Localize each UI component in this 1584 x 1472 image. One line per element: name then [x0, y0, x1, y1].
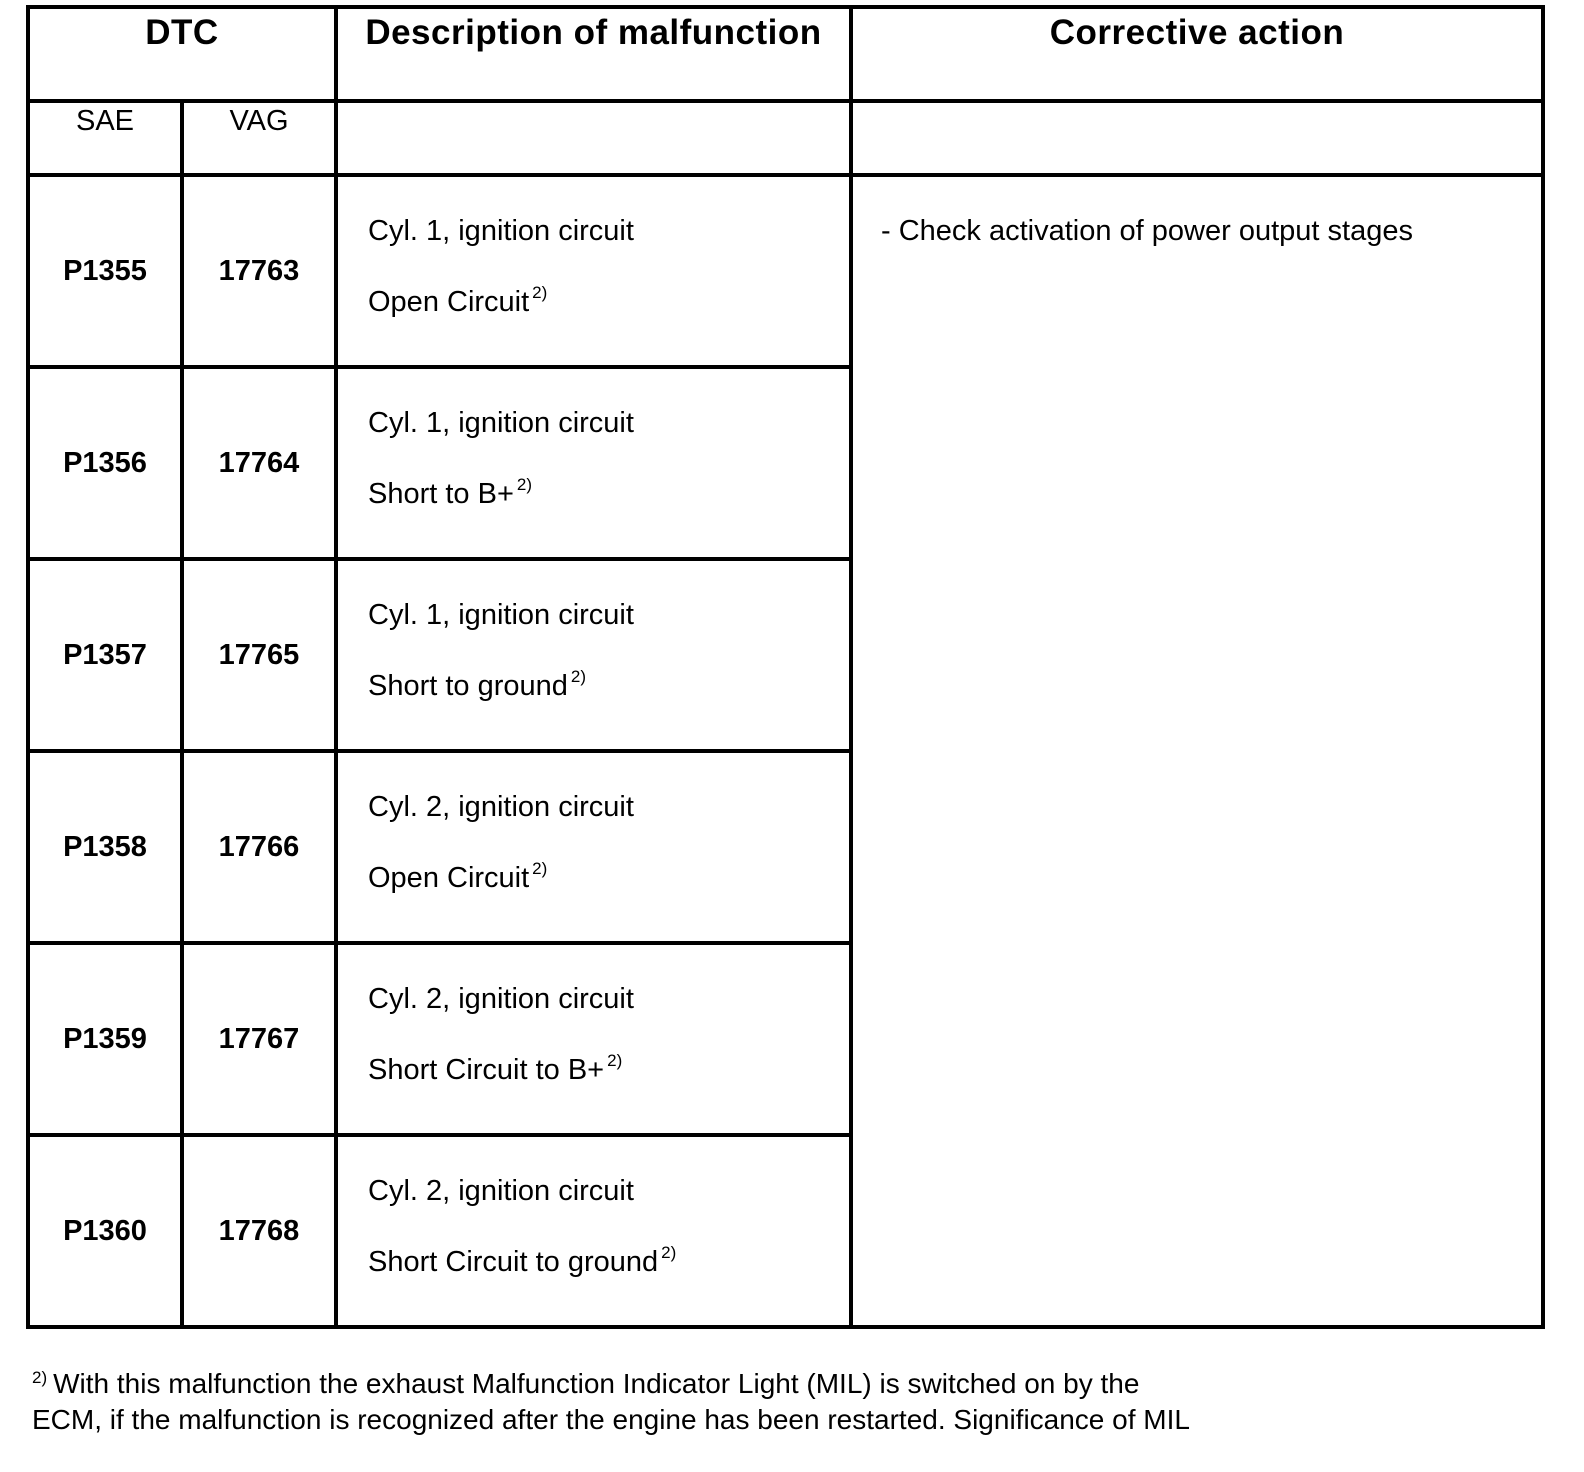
subheader-row — [28, 101, 1543, 175]
description-line2: Short to B+ — [368, 478, 514, 510]
malfunction-description — [336, 175, 851, 367]
malfunction-description — [336, 751, 851, 943]
footnote-ref: 2) — [516, 475, 533, 494]
vag-code: 17765 — [182, 559, 336, 751]
footnote-ref: 2) — [661, 1243, 677, 1262]
description-line2-wrap — [368, 283, 849, 319]
vag-code: 17766 — [182, 751, 336, 943]
sae-code: P1358 — [28, 751, 182, 943]
description-line2-wrap — [368, 667, 849, 703]
corrective-action-header: Corrective action — [851, 7, 1543, 101]
footnote-ref: 2) — [607, 1051, 623, 1070]
description-line2: Open Circuit — [368, 286, 530, 318]
vag-code: 17763 — [182, 175, 336, 367]
footnote-ref: 2) — [532, 859, 548, 878]
dtc-header: DTC — [28, 7, 336, 101]
sae-code: P1355 — [28, 175, 182, 367]
sae-code: P1357 — [28, 559, 182, 751]
vag-subheader: VAG — [182, 101, 336, 175]
vag-code: 17767 — [182, 943, 336, 1135]
footnote-line1: With this malfunction the exhaust Malfunction Indicator Light (MIL) is switched on by the — [53, 1368, 1140, 1399]
footnote — [32, 1366, 1432, 1438]
malfunction-description — [336, 1135, 851, 1327]
table-row — [28, 175, 1543, 367]
malfunction-description — [336, 367, 851, 559]
description-header: Description of malfunction — [336, 7, 851, 101]
description-line1: Cyl. 1, ignition circuit — [368, 215, 634, 247]
footnote-ref: 2) — [570, 667, 587, 686]
empty-subheader-cell — [851, 101, 1543, 175]
description-line1: Cyl. 2, ignition circuit — [368, 1175, 634, 1207]
sae-code: P1356 — [28, 367, 182, 559]
empty-subheader-cell — [336, 101, 851, 175]
description-line2: Short to ground — [368, 670, 568, 702]
description-line1: Cyl. 1, ignition circuit — [368, 599, 634, 631]
description-line1: Cyl. 1, ignition circuit — [368, 407, 634, 439]
corrective-action-text: - Check activation of power output stages — [881, 215, 1413, 247]
description-line1: Cyl. 2, ignition circuit — [368, 983, 634, 1015]
description-line2: Open Circuit — [368, 862, 530, 894]
description-line2-wrap — [368, 859, 849, 895]
footnote-mark: 2) — [32, 1368, 48, 1387]
footnote-line2: ECM, if the malfunction is recognized after the engine has been restarted. Significance of MIL — [32, 1404, 1190, 1435]
malfunction-description — [336, 559, 851, 751]
sae-code: P1359 — [28, 943, 182, 1135]
header-row — [28, 7, 1543, 101]
dtc-table — [26, 5, 1545, 1329]
sae-subheader: SAE — [28, 101, 182, 175]
description-line2: Short Circuit to ground — [368, 1246, 659, 1278]
vag-code: 17768 — [182, 1135, 336, 1327]
footnote-ref: 2) — [532, 283, 548, 302]
description-line2-wrap — [368, 1051, 849, 1087]
malfunction-description — [336, 943, 851, 1135]
corrective-action-cell — [851, 175, 1543, 1327]
vag-code: 17764 — [182, 367, 336, 559]
footnote-line1-wrap — [32, 1366, 1432, 1402]
description-line2-wrap — [368, 1243, 849, 1279]
description-line2-wrap — [368, 475, 849, 511]
description-line2: Short Circuit to B+ — [368, 1054, 605, 1086]
description-line1: Cyl. 2, ignition circuit — [368, 791, 634, 823]
sae-code: P1360 — [28, 1135, 182, 1327]
